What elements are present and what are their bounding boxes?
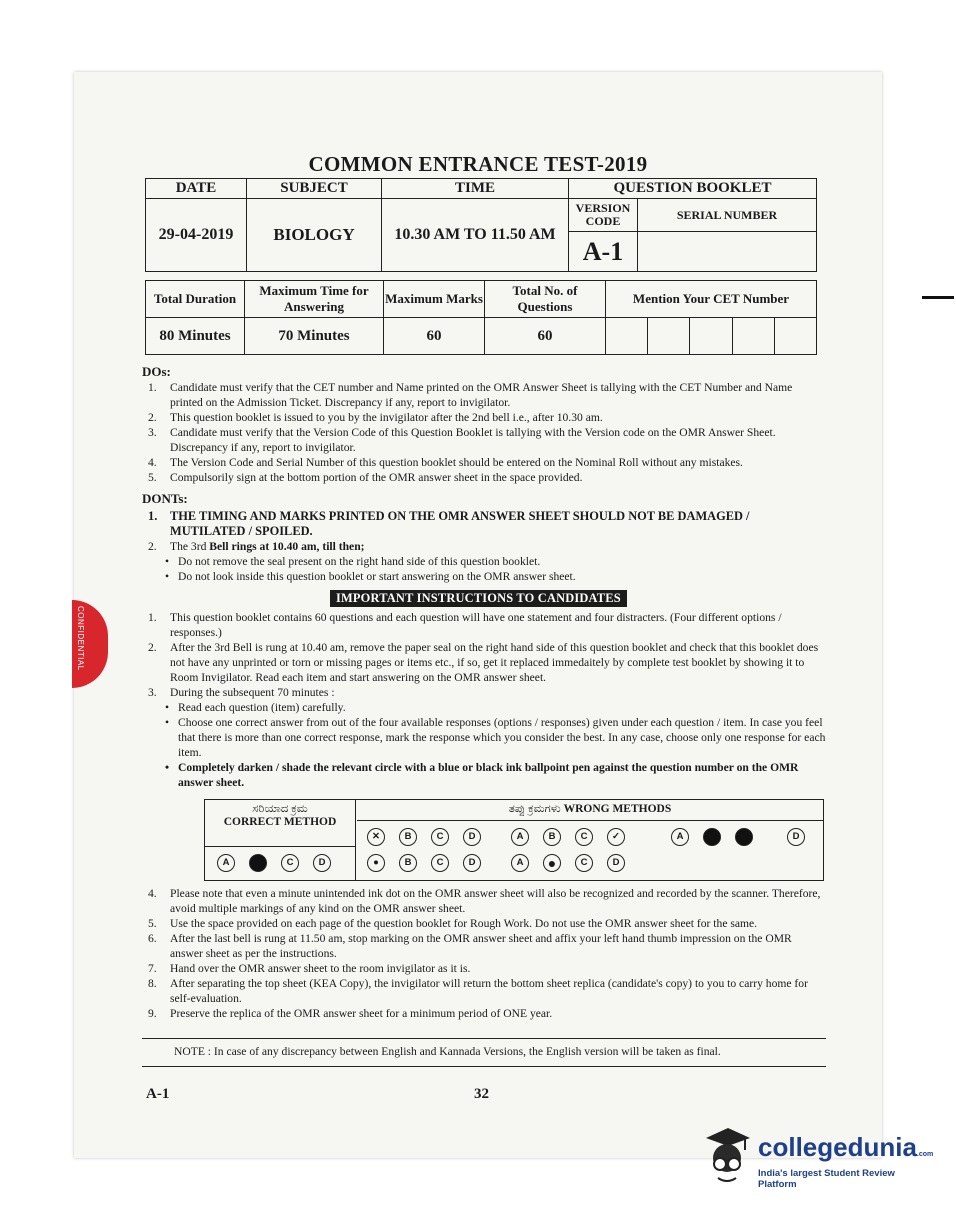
list-item: 3. During the subsequent 70 minutes : bbox=[148, 686, 335, 699]
instructions-list-a bbox=[148, 610, 826, 790]
tick-mark-circle: ✓ bbox=[607, 828, 625, 846]
list-item: 1. This question booklet contains 60 questions and each question will have one statement and four distracters. (Four different options / responses.) bbox=[148, 611, 782, 639]
cet-digit-box bbox=[774, 318, 816, 355]
partial-fill-circle: ● bbox=[543, 854, 561, 872]
cet-number-label: Mention Your CET Number bbox=[606, 281, 817, 318]
list-item: 4. The Version Code and Serial Number of this question booklet should be entered on the Nominal Roll without any mistakes. bbox=[148, 456, 743, 469]
collegedunia-watermark bbox=[700, 1124, 934, 1194]
option-d-circle: D bbox=[607, 854, 625, 872]
date-label: DATE bbox=[146, 179, 247, 199]
crossed-mark-circle: ✕ bbox=[367, 828, 385, 846]
correct-method-kannada: ಸರಿಯಾದ ಕ್ರಮ bbox=[252, 803, 308, 815]
mascot-icon bbox=[700, 1124, 754, 1186]
option-a-circle: A bbox=[671, 828, 689, 846]
dotted-mark-circle: ● bbox=[367, 854, 385, 872]
version-code-label: VERSION CODE bbox=[569, 199, 638, 232]
option-a-circle: A bbox=[511, 854, 529, 872]
dos-list bbox=[148, 380, 826, 485]
list-item: • Do not remove the seal present on the right hand side of this question booklet. bbox=[148, 554, 826, 569]
max-marks-value: 60 bbox=[384, 318, 485, 355]
total-questions-label: Total No. of Questions bbox=[485, 281, 606, 318]
list-item: 5. Compulsorily sign at the bottom portion of the OMR answer sheet in the space provided. bbox=[148, 471, 583, 484]
list-item: 1. Candidate must verify that the CET number and Name printed on the OMR Answer Sheet is tallying with the CET Number and Name printed on the Admission Ticket. Discrepancy if any, report to invigilator. bbox=[148, 381, 793, 409]
option-b-circle: B bbox=[399, 854, 417, 872]
option-d-circle: D bbox=[463, 828, 481, 846]
confidential-seal: CONFIDENTIAL bbox=[72, 600, 108, 688]
time-label: TIME bbox=[382, 179, 569, 199]
info-table bbox=[145, 280, 817, 355]
option-b-filled-circle bbox=[249, 854, 267, 872]
list-item: 1. THE TIMING AND MARKS PRINTED ON THE OMR ANSWER SHEET SHOULD NOT BE DAMAGED / MUTILATED / SPOILED. bbox=[148, 509, 750, 538]
footer-version-code: A-1 bbox=[146, 1086, 170, 1102]
booklet-label: QUESTION BOOKLET bbox=[569, 179, 817, 199]
donts-list bbox=[148, 509, 826, 584]
subject-value: BIOLOGY bbox=[247, 199, 382, 272]
max-time-label: Maximum Time for Answering bbox=[245, 281, 384, 318]
omr-marking-guide bbox=[204, 799, 824, 881]
instructions-heading: IMPORTANT INSTRUCTIONS TO CANDIDATES bbox=[330, 590, 627, 607]
option-b-circle: B bbox=[399, 828, 417, 846]
wrong-methods-panel bbox=[357, 800, 823, 880]
cet-digit-box bbox=[732, 318, 774, 355]
option-d-circle: D bbox=[313, 854, 331, 872]
option-c-circle: C bbox=[575, 828, 593, 846]
total-duration-value: 80 Minutes bbox=[146, 318, 245, 355]
list-item: 2. After the 3rd Bell is rung at 10.40 am, remove the paper seal on the right hand side of this question booklet and check that this booklet does not have any unprinted or torn or missing pages or items etc., if so, get it replaced immedaitely by complete test booklet by showing it to Room Invigilator. Read each item and start answering on the OMR answer sheet. bbox=[148, 641, 819, 684]
total-questions-value: 60 bbox=[485, 318, 606, 355]
option-a-circle: A bbox=[511, 828, 529, 846]
total-duration-label: Total Duration bbox=[146, 281, 245, 318]
dos-heading: DOs: bbox=[142, 364, 171, 379]
list-item: 9. Preserve the replica of the OMR answer sheet for a minimum period of ONE year. bbox=[148, 1007, 553, 1020]
booklet-page bbox=[74, 72, 882, 1158]
cet-digit-box bbox=[648, 318, 690, 355]
option-c-circle: C bbox=[575, 854, 593, 872]
wrong-methods-label: ತಪ್ಪು ಕ್ರಮಗಳು WRONG METHODS bbox=[508, 803, 672, 815]
correct-method-label: CORRECT METHOD bbox=[223, 816, 337, 828]
wrong-methods-kannada: ತಪ್ಪು ಕ್ರಮಗಳು bbox=[508, 803, 561, 815]
brand-tagline: India's largest Student Review Platform bbox=[758, 1168, 895, 1190]
list-item: • Do not look inside this question booklet or start answering on the OMR answer sheet. bbox=[148, 569, 826, 584]
list-item: 2. This question booklet is issued to you by the invigilator after the 2nd bell i.e., after 10.30 am. bbox=[148, 411, 603, 424]
page-number: 32 bbox=[474, 1086, 489, 1102]
header-table bbox=[145, 178, 817, 272]
page-title: COMMON ENTRANCE TEST-2019 bbox=[308, 152, 648, 176]
option-c-circle: C bbox=[431, 828, 449, 846]
list-item: • Choose one correct answer from out of the four available responses (options / responses) given under each question / item. In case you feel that there is more than one correct response, mark the response which you consider the best. In any case, choose only one response for each item. bbox=[148, 715, 826, 760]
correct-method-panel bbox=[205, 800, 356, 880]
instructions-list-b bbox=[148, 886, 826, 1021]
list-item: 6. After the last bell is rung at 11.50 am, stop marking on the OMR answer sheet and affix your left hand thumb impression on the OMR answer sheet as per the instructions. bbox=[148, 932, 792, 960]
max-time-value: 70 Minutes bbox=[245, 318, 384, 355]
version-code-value: A-1 bbox=[569, 232, 638, 272]
option-b-circle: B bbox=[543, 828, 561, 846]
max-marks-label: Maximum Marks bbox=[384, 281, 485, 318]
list-item: • Completely darken / shade the relevant circle with a blue or black ink ballpoint pen against the question number on the OMR answer sheet. bbox=[148, 760, 826, 790]
list-item: 7. Hand over the OMR answer sheet to the room invigilator as it is. bbox=[148, 962, 471, 975]
list-item: 5. Use the space provided on each page of the question booklet for Rough Work. Do not use the OMR answer sheet for the same. bbox=[148, 917, 758, 930]
list-item: 3. Candidate must verify that the Version Code of this Question Booklet is tallying with the Version code on the OMR Answer Sheet. Discrepancy if any, report to invigilator. bbox=[148, 426, 776, 454]
option-d-circle: D bbox=[787, 828, 805, 846]
option-c-circle: C bbox=[431, 854, 449, 872]
list-item: 8. After separating the top sheet (KEA Copy), the invigilator will return the bottom sheet replica (candidate's copy) to you to carry home for self-evaluation. bbox=[148, 977, 808, 1005]
cet-digit-box bbox=[690, 318, 732, 355]
subject-label: SUBJECT bbox=[247, 179, 382, 199]
option-d-circle: D bbox=[463, 854, 481, 872]
list-item: 2. The 3rd Bell rings at 10.40 am, till then; bbox=[148, 540, 365, 553]
discrepancy-note: NOTE : In case of any discrepancy between English and Kannada Versions, the English version will be taken as final. bbox=[142, 1038, 826, 1067]
serial-number-label: SERIAL NUMBER bbox=[638, 199, 817, 232]
date-value: 29-04-2019 bbox=[146, 199, 247, 272]
cet-digit-box bbox=[606, 318, 648, 355]
time-value: 10.30 AM TO 11.50 AM bbox=[382, 199, 569, 272]
brand-name: collegedunia.com bbox=[758, 1132, 934, 1162]
list-item: 4. Please note that even a minute unintended ink dot on the OMR answer sheet will also be recognized and recorded by the scanner. Therefore, avoid multiple markings of any kind on the OMR answer sheet. bbox=[148, 887, 821, 915]
serial-number-value bbox=[638, 232, 817, 272]
donts-heading: DONTs: bbox=[142, 491, 188, 506]
filled-circle bbox=[735, 828, 753, 846]
filled-circle bbox=[703, 828, 721, 846]
option-c-circle: C bbox=[281, 854, 299, 872]
option-a-circle: A bbox=[217, 854, 235, 872]
list-item: • Read each question (item) carefully. bbox=[148, 700, 826, 715]
edge-mark bbox=[922, 296, 954, 299]
